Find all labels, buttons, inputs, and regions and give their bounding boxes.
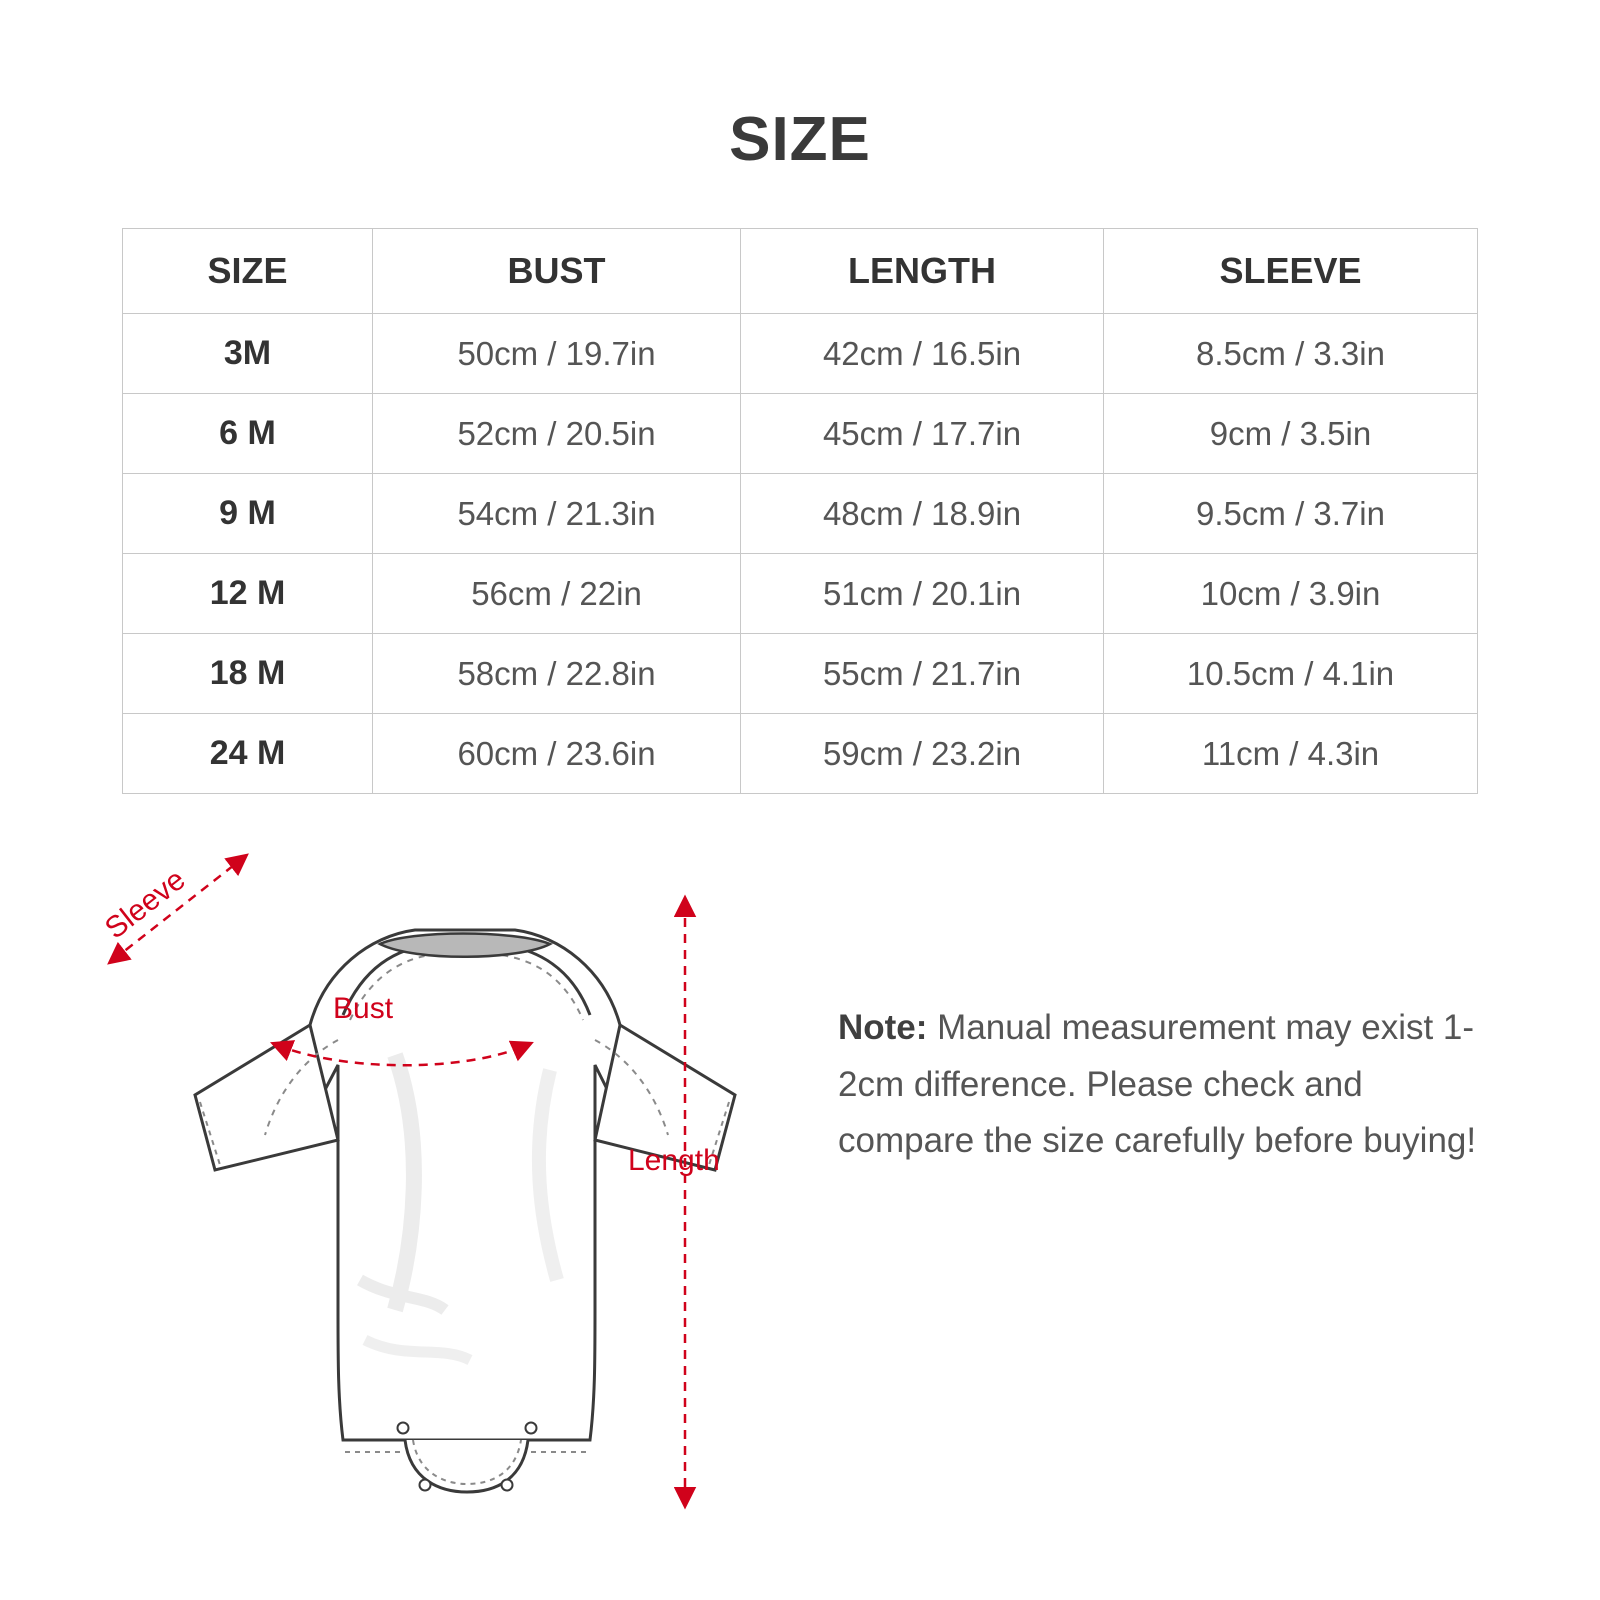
cell-length: 59cm / 23.2in: [741, 714, 1104, 794]
table-row: [123, 314, 1478, 394]
cell-size: 6 M: [123, 394, 373, 474]
bust-label: Bust: [333, 992, 394, 1025]
table-header-row: [123, 229, 1478, 314]
cell-bust: 60cm / 23.6in: [373, 714, 741, 794]
cell-length: 45cm / 17.7in: [741, 394, 1104, 474]
cell-length: 42cm / 16.5in: [741, 314, 1104, 394]
table-row: [123, 474, 1478, 554]
romper-illustration: [195, 930, 735, 1492]
length-label: Length: [628, 1144, 720, 1177]
cell-sleeve: 10.5cm / 4.1in: [1104, 634, 1478, 714]
column-header-sleeve: SLEEVE: [1104, 229, 1478, 314]
cell-length: 55cm / 21.7in: [741, 634, 1104, 714]
cell-sleeve: 10cm / 3.9in: [1104, 554, 1478, 634]
cell-size: 12 M: [123, 554, 373, 634]
cell-sleeve: 9.5cm / 3.7in: [1104, 474, 1478, 554]
cell-size: 3M: [123, 314, 373, 394]
cell-bust: 52cm / 20.5in: [373, 394, 741, 474]
table-row: [123, 554, 1478, 634]
cell-bust: 58cm / 22.8in: [373, 634, 741, 714]
page-title: SIZE: [729, 105, 871, 174]
cell-bust: 56cm / 22in: [373, 554, 741, 634]
table-row: [123, 394, 1478, 474]
cell-bust: 54cm / 21.3in: [373, 474, 741, 554]
column-header-bust: BUST: [373, 229, 741, 314]
cell-sleeve: 11cm / 4.3in: [1104, 714, 1478, 794]
garment-diagram: [95, 840, 775, 1560]
column-header-size: SIZE: [123, 229, 373, 314]
cell-sleeve: 9cm / 3.5in: [1104, 394, 1478, 474]
cell-bust: 50cm / 19.7in: [373, 314, 741, 394]
cell-sleeve: 8.5cm / 3.3in: [1104, 314, 1478, 394]
cell-size: 18 M: [123, 634, 373, 714]
size-table: [122, 228, 1478, 794]
sleeve-label: Sleeve: [98, 863, 192, 946]
cell-size: 9 M: [123, 474, 373, 554]
column-header-length: LENGTH: [741, 229, 1104, 314]
table-row: [123, 634, 1478, 714]
note-text: Manual measurement may exist 1-2cm difference. Please check and compare the size carefully before buying!: [838, 1008, 1477, 1161]
cell-size: 24 M: [123, 714, 373, 794]
cell-length: 51cm / 20.1in: [741, 554, 1104, 634]
cell-length: 48cm / 18.9in: [741, 474, 1104, 554]
table-row: [123, 714, 1478, 794]
note-block: [838, 1000, 1478, 1170]
note-prefix: Note:: [838, 1008, 928, 1047]
